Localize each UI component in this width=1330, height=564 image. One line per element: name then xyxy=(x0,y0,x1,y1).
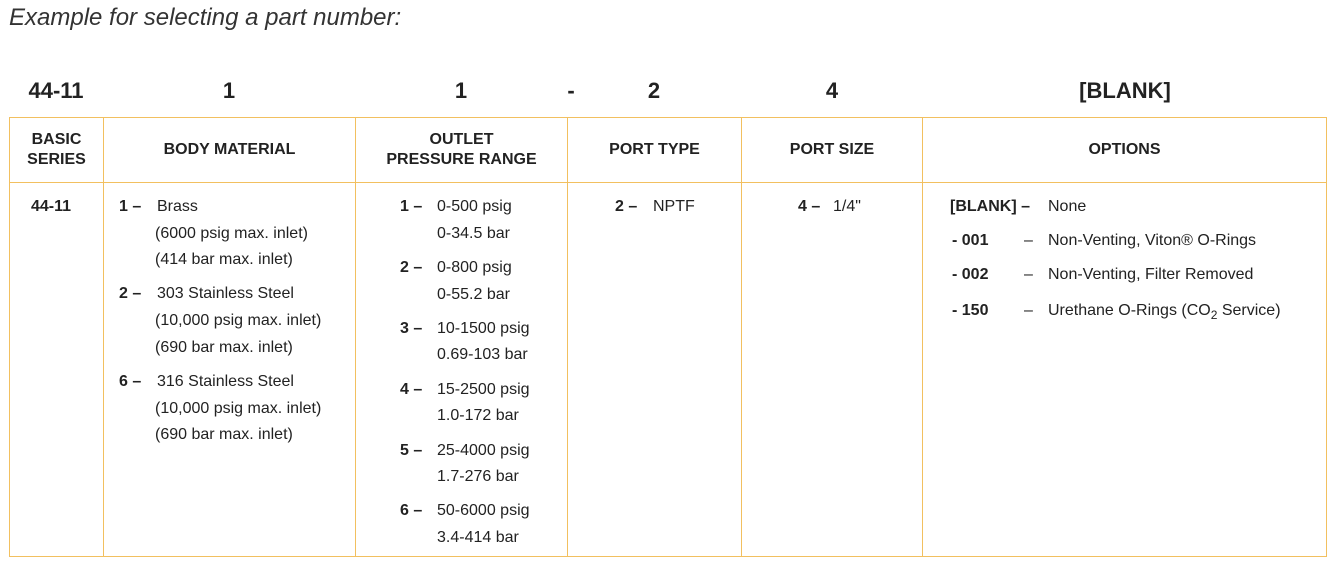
header-divider xyxy=(9,182,1327,183)
option-dash: – xyxy=(1024,302,1033,319)
header-text: PRESSURE RANGE xyxy=(386,151,537,168)
body-detail: (10,000 psig max. inlet) xyxy=(155,400,322,417)
header-text: SERIES xyxy=(27,151,86,168)
body-name: Brass xyxy=(157,198,198,215)
option-desc xyxy=(1048,302,1281,322)
port-type-code: 2 – xyxy=(615,198,638,215)
pn-series: 44-11 xyxy=(28,78,84,103)
option-dash: – xyxy=(1024,232,1033,249)
pn-dash: - xyxy=(567,78,575,103)
pressure-psig: 25-4000 psig xyxy=(437,442,530,459)
pressure-psig: 0-500 psig xyxy=(437,198,512,215)
port-size-code: 4 – xyxy=(798,198,821,215)
header-body-material: BODY MATERIAL xyxy=(163,141,296,158)
basic-series-value: 44-11 xyxy=(31,198,72,215)
pressure-bar: 0-34.5 bar xyxy=(437,225,510,242)
pressure-bar: 1.7-276 bar xyxy=(437,468,519,485)
port-type-name: NPTF xyxy=(653,198,695,215)
body-detail: (414 bar max. inlet) xyxy=(155,251,293,268)
pressure-bar: 0.69-103 bar xyxy=(437,346,528,363)
option-desc-subscript: 2 xyxy=(1210,308,1218,323)
option-code: - 002 xyxy=(952,266,989,283)
column-divider xyxy=(922,117,923,557)
page-title: Example for selecting a part number: xyxy=(9,4,402,31)
pressure-code: 2 – xyxy=(400,259,423,276)
option-dash: – xyxy=(1024,266,1033,283)
pressure-psig: 0-800 psig xyxy=(437,259,512,276)
column-divider xyxy=(355,117,356,557)
pressure-code: 1 – xyxy=(400,198,423,215)
body-detail: (690 bar max. inlet) xyxy=(155,339,293,356)
header-basic-series xyxy=(10,118,103,182)
option-desc-text: Service) xyxy=(1217,302,1281,319)
option-desc: None xyxy=(1048,198,1087,215)
pressure-psig: 50-6000 psig xyxy=(437,502,530,519)
pressure-bar: 1.0-172 bar xyxy=(437,407,519,424)
column-divider xyxy=(567,117,568,557)
option-code: [BLANK] – xyxy=(950,198,1030,215)
options-table xyxy=(9,117,1327,557)
body-code: 2 – xyxy=(119,285,142,302)
body-detail: (10,000 psig max. inlet) xyxy=(155,312,322,329)
body-name: 316 Stainless Steel xyxy=(157,373,294,390)
body-detail: (690 bar max. inlet) xyxy=(155,426,293,443)
port-size-name: 1/4" xyxy=(833,198,861,215)
pn-port-size: 4 xyxy=(825,78,839,103)
body-code: 1 – xyxy=(119,198,142,215)
pn-body: 1 xyxy=(222,78,236,103)
body-code: 6 – xyxy=(119,373,142,390)
body-name: 303 Stainless Steel xyxy=(157,285,294,302)
header-text: OUTLET xyxy=(429,131,494,148)
pressure-bar: 0-55.2 bar xyxy=(437,286,510,303)
option-desc-text: Urethane O-Rings (CO xyxy=(1048,302,1211,319)
column-divider xyxy=(103,117,104,557)
option-code: - 150 xyxy=(952,302,989,319)
pressure-psig: 10-1500 psig xyxy=(437,320,530,337)
option-code: - 001 xyxy=(952,232,989,249)
pressure-code: 4 – xyxy=(400,381,423,398)
pressure-code: 3 – xyxy=(400,320,423,337)
option-desc: Non-Venting, Filter Removed xyxy=(1048,266,1254,283)
column-divider xyxy=(741,117,742,557)
pn-port-type: 2 xyxy=(647,78,661,103)
pn-pressure: 1 xyxy=(454,78,468,103)
header-text: BASIC xyxy=(31,131,82,148)
header-port-type: PORT TYPE xyxy=(609,141,700,158)
body-detail: (6000 psig max. inlet) xyxy=(155,225,308,242)
pressure-bar: 3.4-414 bar xyxy=(437,529,519,546)
header-port-size: PORT SIZE xyxy=(789,141,875,158)
header-options: OPTIONS xyxy=(1088,141,1161,158)
pn-options: [BLANK] xyxy=(1079,78,1171,103)
header-outlet-pressure xyxy=(356,118,567,182)
pressure-psig: 15-2500 psig xyxy=(437,381,530,398)
pressure-code: 5 – xyxy=(400,442,423,459)
pressure-code: 6 – xyxy=(400,502,423,519)
option-desc: Non-Venting, Viton® O-Rings xyxy=(1048,232,1257,249)
